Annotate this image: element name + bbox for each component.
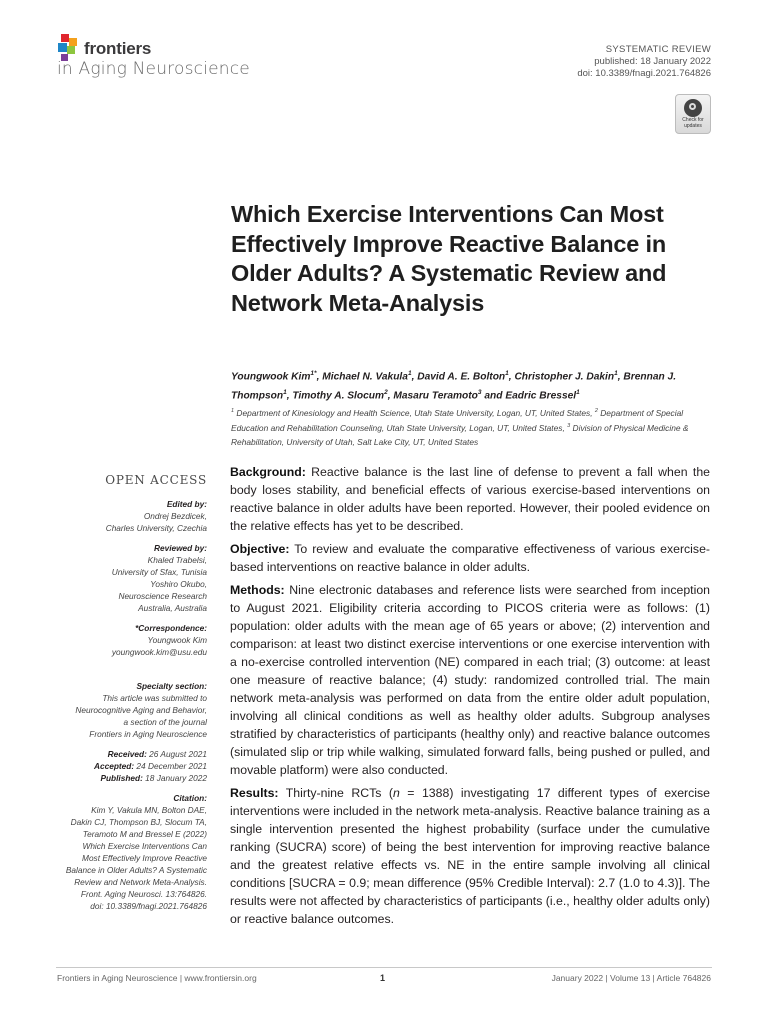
author-name[interactable]: Masaru Teramoto — [393, 390, 478, 402]
author-separator: , — [387, 390, 394, 402]
author-name[interactable]: Brennan J. Thompson — [231, 371, 677, 402]
author-name[interactable]: Christopher J. Dakin — [514, 371, 615, 383]
author-affiliation-mark: 2 — [384, 388, 388, 396]
methods-label: Methods: — [230, 583, 285, 597]
specialty-line: Neurocognitive Aging and Behavior, — [75, 705, 207, 715]
citation-line: Which Exercise Interventions Can — [82, 841, 207, 851]
citation-line: Most Effectively Improve Reactive — [82, 853, 207, 863]
citation-line: Teramoto M and Bressel E (2022) — [82, 829, 207, 839]
citation-label: Citation: — [173, 793, 207, 803]
author-affiliation-mark: 1 — [407, 370, 412, 377]
citation-line: Kim Y, Vakula MN, Bolton DAE, — [91, 805, 207, 815]
author-separator: and — [481, 390, 506, 402]
reviewer-line: University of Sfax, Tunisia — [111, 567, 207, 577]
author-affiliation-mark: 1 — [576, 388, 580, 396]
received-date — [56, 748, 207, 760]
methods-text: Nine electronic databases and reference lists were searched from inception to August 2021. Eligibility criteria according to PICOS criteria were as follows: (1) population: older adults with the mean age of 65 years or above; (2) intervention and comparison: at least two distinct exercise interventions or one exercise intervention with a no-exercise controlled intervention (NE) compared in each trial; (3) outcome: at least one measure of reactive balance; (4) study: randomized controlled trial. The main network meta-analysis was performed on data from the entire older adult population, involving all clinical conditions as well as healthy older adults. Subgroup analyses stratified by characteristics of participants (healthy only) and reactive balance outcomes (simulated slip or trip while walking, simulated forward falls, being pushed or pulled, and movable platform) were also conducted. — [230, 583, 710, 777]
footer-issue-info: January 2022 | Volume 13 | Article 764826 — [551, 973, 711, 983]
editor-affiliation: Charles University, Czechia — [105, 523, 207, 533]
doi[interactable]: doi: 10.3389/fnagi.2021.764826 — [577, 68, 711, 79]
author-separator: , — [316, 371, 323, 383]
author-affiliation-mark: 1 — [283, 388, 287, 396]
results-label: Results: — [230, 786, 279, 800]
accepted-label: Accepted: — [94, 761, 135, 771]
citation-line[interactable]: doi: 10.3389/fnagi.2021.764826 — [90, 901, 207, 911]
brand-name: frontiers — [84, 39, 152, 58]
badge-line-2: updates — [684, 122, 702, 129]
results-text-a: Thirty-nine RCTs ( — [278, 786, 393, 800]
badge-line-1: Check for — [682, 117, 704, 123]
author-name[interactable]: Timothy A. Slocum — [292, 390, 385, 402]
author-affiliation-mark: 1* — [310, 370, 317, 377]
journal-name: in Aging Neuroscience — [57, 59, 250, 79]
specialty-label: Specialty section: — [136, 681, 207, 691]
reviewer-line: Neuroscience Research — [118, 591, 207, 601]
check-updates-icon — [684, 99, 702, 117]
dates-section — [56, 748, 207, 784]
author-name[interactable]: David A. E. Bolton — [417, 371, 506, 383]
reviewed-by-label: Reviewed by: — [153, 543, 207, 553]
author-separator: , — [617, 371, 624, 383]
specialty-section — [56, 680, 207, 740]
author-affiliation-mark: 3 — [477, 388, 482, 396]
affiliation-text: Department of Kinesiology and Health Science, Utah State University, Logan, UT, United States, — [234, 407, 595, 418]
reviewer-line: Yoshiro Okubo, — [150, 579, 207, 589]
specialty-line: a section of the journal — [123, 717, 207, 727]
reviewer-line: Khaled Trabelsi, — [147, 555, 207, 565]
affiliations — [231, 405, 711, 449]
article-meta — [577, 44, 711, 80]
author-affiliation-mark: 1 — [505, 370, 509, 377]
correspondence-email[interactable]: youngwook.kim@usu.edu — [111, 647, 207, 657]
author-separator: , — [286, 390, 293, 402]
affiliation-mark: 3 — [567, 423, 571, 430]
author-name[interactable]: Youngwook Kim — [231, 371, 311, 383]
accepted-value: 24 December 2021 — [134, 761, 207, 771]
published-value: 18 January 2022 — [142, 773, 207, 783]
author-list — [231, 366, 711, 404]
results-n: n — [392, 786, 400, 800]
edited-by-section — [56, 498, 207, 534]
citation-line: Dakin CJ, Thompson BJ, Slocum TA, — [70, 817, 207, 827]
background-label: Background: — [230, 465, 306, 479]
author-affiliation-mark: 1 — [614, 370, 618, 377]
abstract-results — [230, 784, 710, 928]
results-text-b: = 1388) investigating 17 different types of exercise interventions were included in the network meta-analysis. Reactive balance training as a single intervention presented the highest probability (surface under the cumulative ranking (SUCRA) score) of being the best intervention for improving reactive balance and the greatest relative effects vs. NE in the entire sample involving all clinical conditions [SUCRA = 0.9; mean difference (95% Credible Interval): 2.7 (1.0 to 4.3)]. The results were not affected by characteristics of participants (i.e., healthy older adults only) or reactive balance outcomes. — [230, 786, 710, 926]
reviewed-by-section — [56, 542, 207, 614]
specialty-line: Frontiers in Aging Neuroscience — [89, 729, 207, 739]
specialty-line: This article was submitted to — [102, 693, 207, 703]
affiliation-mark: 1 — [231, 408, 235, 414]
objective-label: Objective: — [230, 542, 290, 556]
check-for-updates-badge[interactable] — [675, 94, 711, 134]
citation-line: Balance in Older Adults? A Systematic — [65, 865, 207, 875]
affiliation-mark: 2 — [594, 408, 598, 414]
footer-journal-link[interactable]: Frontiers in Aging Neuroscience | www.frontiersin.org — [57, 973, 257, 983]
citation-section — [56, 792, 207, 912]
received-label: Received: — [107, 749, 147, 759]
edited-by-label: Edited by: — [166, 499, 207, 509]
objective-text: To review and evaluate the comparative effectiveness of various exercise-based interventions on reactive balance in older adults. — [230, 542, 710, 574]
abstract-objective — [230, 540, 710, 576]
page-number: 1 — [380, 973, 386, 983]
published-date-side — [56, 772, 207, 784]
author-separator: , — [411, 371, 418, 383]
received-value: 26 August 2021 — [146, 749, 207, 759]
correspondence-name: Youngwook Kim — [147, 635, 207, 645]
article-info-sidebar — [56, 474, 207, 920]
published-label: Published: — [100, 773, 143, 783]
citation-line: Review and Network Meta-Analysis. — [74, 877, 207, 887]
article-type: SYSTEMATIC REVIEW — [605, 44, 711, 55]
author-name[interactable]: Michael N. Vakula — [322, 371, 408, 383]
abstract-background — [230, 463, 710, 535]
abstract-methods — [230, 581, 710, 779]
published-date: published: 18 January 2022 — [594, 56, 711, 67]
author-separator: , — [508, 371, 515, 383]
reviewer-line: Australia, Australia — [138, 603, 207, 613]
footer-divider — [56, 967, 712, 968]
correspondence-label: *Correspondence: — [135, 623, 207, 633]
citation-line: Front. Aging Neurosci. 13:764826. — [80, 889, 207, 899]
correspondence-section — [56, 622, 207, 658]
author-name[interactable]: Eadric Bressel — [505, 390, 577, 402]
open-access-label: OPEN ACCESS — [105, 473, 207, 487]
accepted-date — [56, 760, 207, 772]
editor-name: Ondrej Bezdicek, — [143, 511, 207, 521]
article-title: Which Exercise Interventions Can Most Effectively Improve Reactive Balance in Older Adults? A Systematic Review and Network Meta-Analysis — [231, 201, 667, 316]
affiliation-text: Department of Special Education and Rehabilitation Counseling, Utah State University, Logan, UT, United States, — [231, 407, 684, 434]
abstract — [230, 463, 710, 933]
background-text: Reactive balance is the last line of defense to prevent a fall when the body loses stability, and beneficial effects of various exercise-based interventions on reactive balance in older adults have been reported. However, their pooled evidence on the relative effects has yet to be described. — [230, 465, 710, 533]
affiliation-text: Division of Physical Medicine & Rehabilitation, University of Utah, Salt Lake City, UT, United States — [231, 423, 689, 447]
